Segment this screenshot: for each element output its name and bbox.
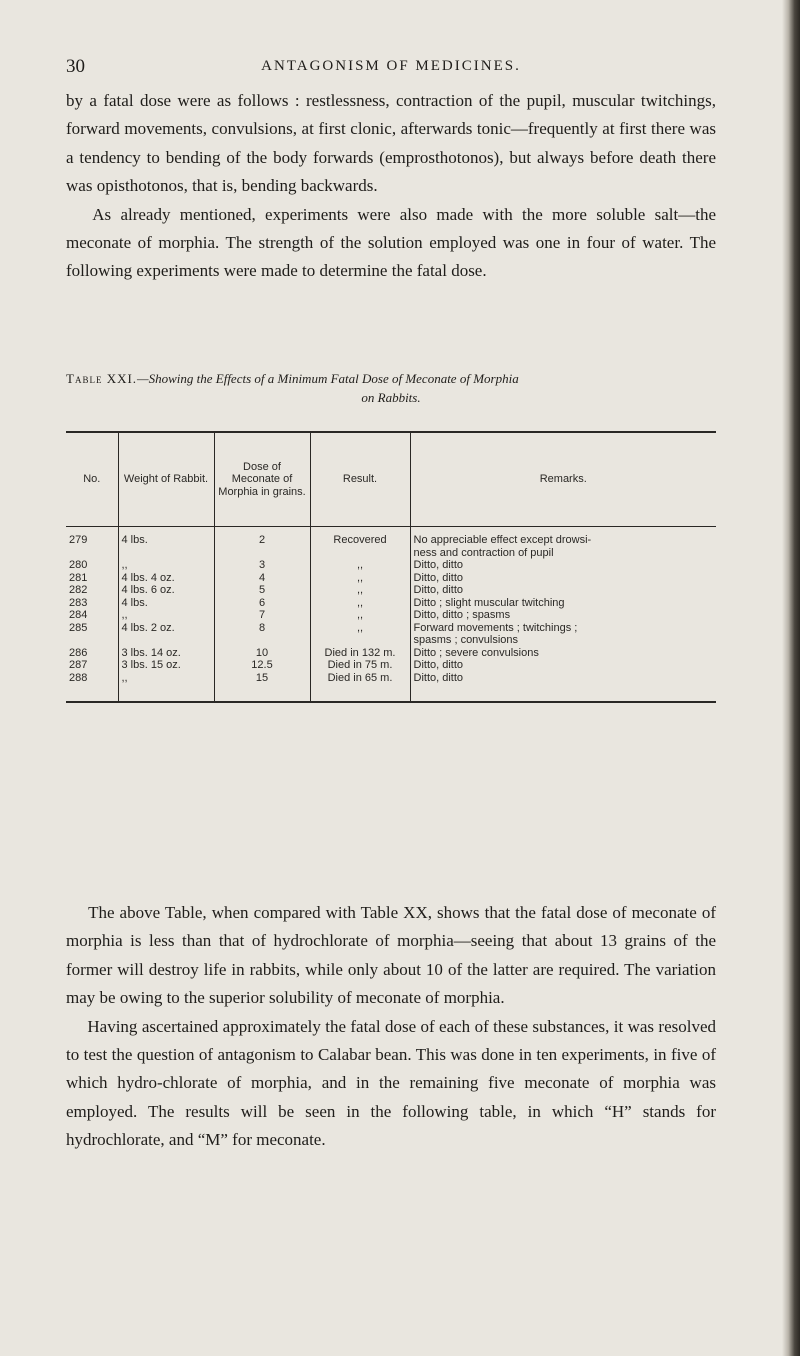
table-caption-text: —Showing the Effects of a Minimum Fatal Dose of Meconate of Morphia [137,371,519,386]
cell-result: ,, [310,572,410,585]
cell-result: ,, [310,609,410,622]
cell-result [310,547,410,560]
table-row [66,547,716,560]
paragraph-meconate-text: As already mentioned, experiments were also made with the more soluble salt—the meconate of morphia. The strength of the solution employed was one in four of water. The following experiments were made to determine the fatal dose. [66,204,716,281]
cell-no: 287 [69,659,88,671]
paragraph-symptoms [66,87,716,286]
cell-dose [214,634,310,647]
cell-weight: ,, [118,609,214,622]
cell-no: 279 [69,534,88,546]
cell-no: 288 [69,671,88,684]
cell-remarks: Ditto, ditto [410,584,716,597]
table-row [66,597,716,610]
cell-dose: 4 [214,572,310,585]
page-number: 30 [66,56,85,77]
cell-result: Died in 65 m. [310,672,410,703]
cell-result: Died in 132 m. [310,647,410,660]
table-row [66,634,716,647]
cell-no: 286 [69,646,88,659]
table-caption [66,369,716,407]
cell-weight: ,, [118,672,214,703]
cell-no: 282 [69,584,88,596]
cell-remarks: spasms ; convulsions [410,634,716,647]
cell-result: ,, [310,559,410,572]
cell-result [310,634,410,647]
cell-dose: 10 [214,647,310,660]
cell-dose: 6 [214,597,310,610]
cell-dose: 8 [214,622,310,635]
cell-result: ,, [310,584,410,597]
paragraph-antagonism-text: Having ascertained approximately the fatal dose of each of these substances, it was resolved to test the question of antagonism to Calabar bean. This was done in ten experiments, in five of which hydro-chlorate of morphia, and in the remaining five meconate of morphia was employed. The results will be seen in the following table, in which “H” stands for hydrochlorate, and “M” for meconate. [66,1016,717,1150]
table-row [66,584,716,597]
cell-no: 281 [69,571,88,584]
cell-no [66,547,118,560]
table-caption-line2: on Rabbits. [361,390,421,405]
table-row [66,527,716,547]
cell-dose: 15 [214,672,310,703]
cell-dose: 7 [214,609,310,622]
paragraph-comparison-text: The above Table, when compared with Table XX, shows that the fatal dose of meconate of morphia is less than that of hydrochlorate of morphia—seeing that about 13 grains of the former will destroy life in rabbits, while only about 10 of the latter are required. The variation may be owing to the superior solubility of meconate of morphia. [66,903,716,1008]
experiment-table [66,431,716,703]
cell-result: Recovered [310,527,410,547]
cell-remarks: Ditto, ditto [410,672,716,703]
header-remarks: Remarks. [410,432,716,527]
cell-remarks: Ditto, ditto ; spasms [410,609,716,622]
cell-remarks: Ditto, ditto [410,559,716,572]
table-header-row [66,432,716,527]
cell-remarks: Forward movements ; twitchings ; [410,622,716,635]
cell-no: 284 [69,609,88,621]
cell-weight [118,547,214,560]
table-row [66,647,716,660]
cell-dose: 5 [214,584,310,597]
table-row [66,609,716,622]
table-row [66,659,716,672]
cell-dose: 2 [214,527,310,547]
cell-remarks: Ditto, ditto [410,572,716,585]
cell-remarks: Ditto ; severe convulsions [410,647,716,660]
running-head [66,56,716,80]
cell-weight [118,634,214,647]
cell-result: ,, [310,622,410,635]
cell-weight: 4 lbs. 6 oz. [118,584,214,597]
cell-weight: 3 lbs. 15 oz. [118,659,214,672]
cell-remarks: ness and contraction of pupil [410,547,716,560]
header-result: Result. [310,432,410,527]
paragraph-symptoms-text: by a fatal dose were as follows : restlessness, contraction of the pupil, muscular twitchings, forward movements, convulsions, at first clonic, afterwards tonic—frequently at first there was a tendency to bending of the body forwards (emprosthotonos), but always before death there was opisthotonos, that is, bending backwards. [66,91,716,196]
table-label: Table XXI. [66,371,138,386]
header-weight: Weight of Rabbit. [118,432,214,527]
cell-dose: 3 [214,559,310,572]
cell-weight: 4 lbs. [118,527,214,547]
cell-no [66,634,118,647]
table-row [66,572,716,585]
cell-weight: 3 lbs. 14 oz. [118,647,214,660]
cell-dose: 12.5 [214,659,310,672]
cell-result: ,, [310,597,410,610]
header-dose: Dose of Meconate of Morphia in grains. [214,432,310,527]
cell-dose [214,547,310,560]
cell-weight: 4 lbs. 4 oz. [118,572,214,585]
cell-remarks: No appreciable effect except drowsi- [410,527,716,547]
cell-no: 280 [69,559,88,571]
cell-no: 285 [69,621,88,634]
table-row [66,672,716,703]
cell-remarks: Ditto ; slight muscular twitching [410,597,716,610]
cell-weight: ,, [118,559,214,572]
table-row [66,622,716,635]
cell-weight: 4 lbs. 2 oz. [118,622,214,635]
header-no: No. [66,432,118,527]
cell-result: Died in 75 m. [310,659,410,672]
page-edge-shadow [782,0,800,1356]
running-title: ANTAGONISM OF MEDICINES. [261,58,521,74]
cell-weight: 4 lbs. [118,597,214,610]
cell-no: 283 [69,596,88,609]
table-row [66,559,716,572]
cell-remarks: Ditto, ditto [410,659,716,672]
paragraph-comparison [66,899,716,1155]
